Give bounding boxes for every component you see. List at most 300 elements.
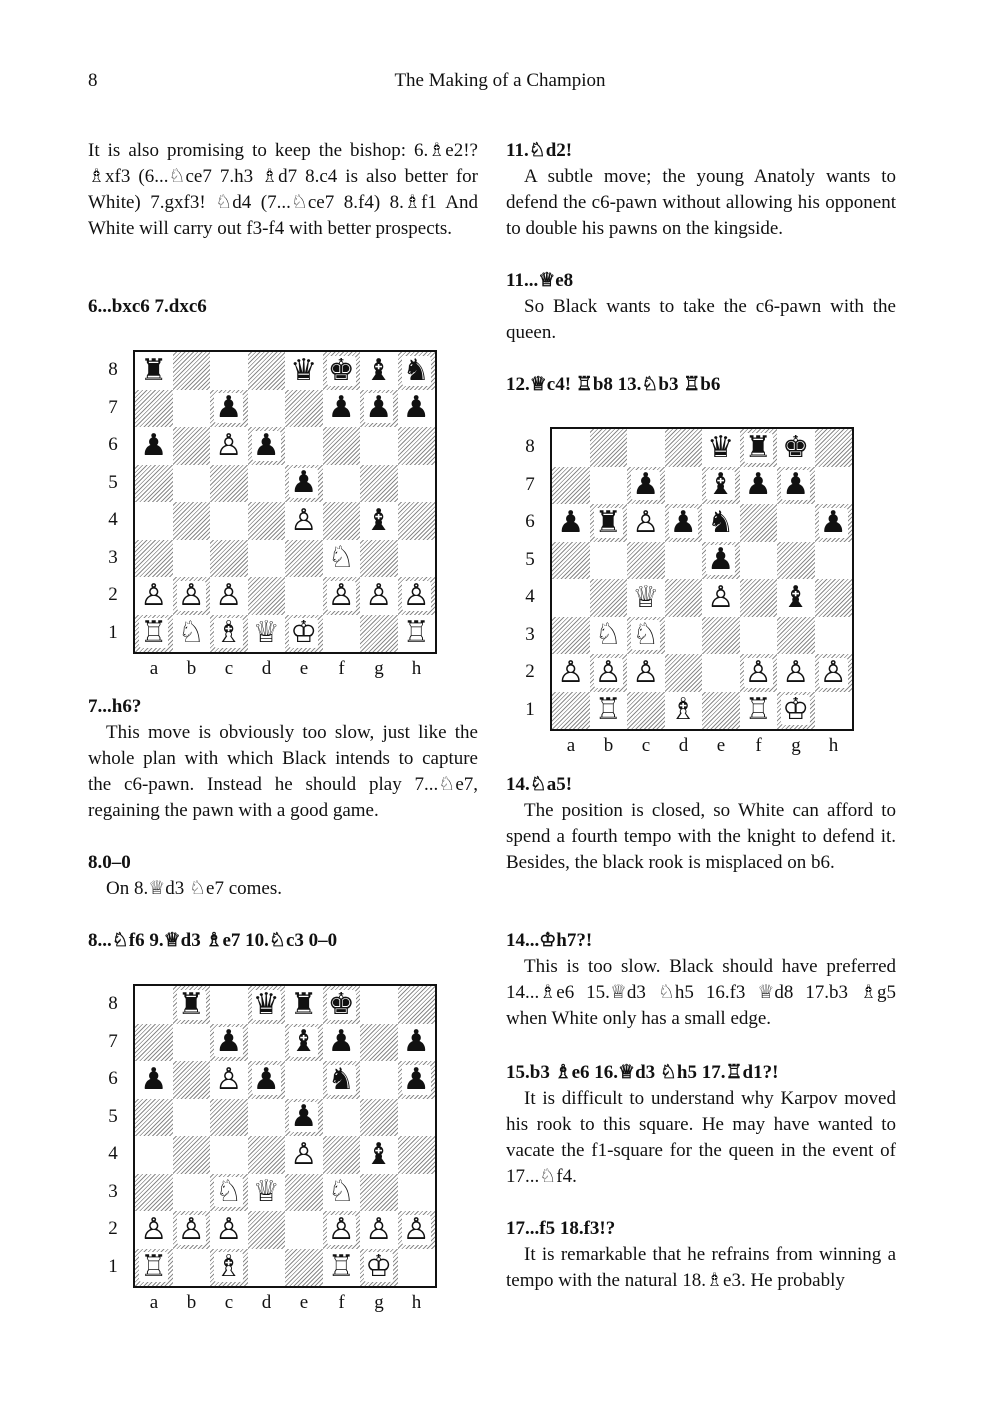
white-pawn-icon: ♙	[215, 1061, 243, 1097]
white-pawn-icon: ♙	[365, 1211, 393, 1247]
board-square	[135, 1136, 173, 1174]
black-bishop-icon: ♝	[365, 1136, 393, 1172]
board-square	[135, 577, 173, 615]
board-square	[740, 429, 778, 467]
board-square	[248, 1061, 286, 1099]
move-heading: 14.♘a5!	[506, 774, 573, 795]
rank-label: 1	[525, 698, 535, 720]
board-square	[285, 352, 323, 390]
board-square	[173, 1249, 211, 1287]
black-pawn-icon: ♟	[327, 390, 355, 426]
file-label: f	[338, 1292, 345, 1313]
board-square	[285, 1024, 323, 1062]
board-square	[552, 429, 590, 467]
white-pawn-icon: ♙	[707, 579, 735, 615]
board-square	[173, 502, 211, 540]
white-pawn-icon: ♙	[819, 654, 847, 690]
rank-label: 3	[108, 546, 118, 568]
board-square	[665, 617, 703, 655]
white-pawn-icon: ♙	[215, 1211, 243, 1247]
board-square	[210, 1136, 248, 1174]
board-square	[360, 1024, 398, 1062]
file-label: a	[149, 658, 159, 679]
black-pawn-icon: ♟	[290, 465, 318, 501]
board-square	[627, 429, 665, 467]
black-knight-icon: ♞	[402, 352, 430, 388]
black-pawn-icon: ♟	[215, 390, 243, 426]
white-pawn-icon: ♙	[632, 504, 660, 540]
black-pawn-icon: ♟	[290, 1099, 318, 1135]
black-rook-icon: ♜	[594, 504, 622, 540]
white-king-icon: ♔	[290, 615, 318, 651]
white-knight-icon: ♘	[215, 1174, 243, 1210]
board-square	[248, 1136, 286, 1174]
board-square	[135, 352, 173, 390]
board-square	[360, 1211, 398, 1249]
white-knight-icon: ♘	[594, 617, 622, 653]
board-square	[360, 540, 398, 578]
black-queen-icon: ♛	[707, 429, 735, 465]
black-knight-icon: ♞	[327, 1061, 355, 1097]
rank-label: 8	[108, 993, 118, 1014]
board-square	[360, 1249, 398, 1287]
board-square	[323, 615, 361, 653]
white-pawn-icon: ♙	[327, 577, 355, 613]
rank-label: 5	[525, 548, 535, 570]
board-square	[210, 540, 248, 578]
board-square	[398, 1061, 436, 1099]
board-square	[285, 540, 323, 578]
white-pawn-icon: ♙	[215, 427, 243, 463]
board-square	[590, 429, 628, 467]
board-square	[135, 1024, 173, 1062]
board-square	[627, 579, 665, 617]
file-label: e	[299, 1292, 309, 1313]
file-label: h	[411, 658, 422, 679]
board-square	[135, 1061, 173, 1099]
board-square	[248, 465, 286, 503]
white-queen-icon: ♕	[252, 1174, 280, 1210]
rank-label: 5	[108, 471, 118, 493]
move-heading: 8...♘f6 9.♕d3 ♗e7 10.♘c3 0–0	[88, 930, 338, 951]
white-bishop-icon: ♗	[215, 1249, 243, 1285]
file-label: b	[603, 735, 614, 756]
board-square	[210, 390, 248, 428]
board-square	[740, 617, 778, 655]
board-square	[248, 1211, 286, 1249]
board-square	[398, 615, 436, 653]
white-knight-icon: ♘	[177, 615, 205, 651]
move-heading: 7...h6?	[88, 696, 142, 717]
black-bishop-icon: ♝	[707, 467, 735, 503]
board-square	[210, 986, 248, 1024]
board-square	[590, 467, 628, 505]
chess-board	[550, 427, 854, 731]
paragraph: This move is obviously too slow, just like the whole plan with which Black intends to capture the c6-pawn. Instead he should play 7...♘e7, regaining the pawn with a good game.	[88, 722, 478, 821]
board-square	[248, 502, 286, 540]
board-square	[248, 986, 286, 1024]
board-square	[360, 1099, 398, 1137]
board-square	[360, 1061, 398, 1099]
board-square	[777, 654, 815, 692]
board-square	[590, 579, 628, 617]
file-label: g	[791, 735, 801, 756]
file-label: d	[261, 1292, 272, 1313]
board-square	[740, 579, 778, 617]
board-square	[323, 502, 361, 540]
board-square	[552, 579, 590, 617]
board-square	[777, 579, 815, 617]
board-square	[398, 427, 436, 465]
board-square	[777, 692, 815, 730]
board-square	[815, 579, 853, 617]
file-label: a	[149, 1292, 159, 1313]
board-square	[360, 465, 398, 503]
board-square	[702, 617, 740, 655]
rank-label: 8	[525, 436, 535, 457]
white-rook-icon: ♖	[140, 1249, 168, 1285]
board-square	[323, 540, 361, 578]
board-square	[398, 352, 436, 390]
board-square	[552, 542, 590, 580]
board-square	[173, 986, 211, 1024]
white-bishop-icon: ♗	[669, 692, 697, 728]
rank-label: 7	[108, 396, 118, 418]
file-label: f	[755, 735, 762, 756]
black-queen-icon: ♛	[252, 986, 280, 1022]
board-square	[815, 542, 853, 580]
board-square	[665, 467, 703, 505]
board-square	[248, 1249, 286, 1287]
board-square	[627, 692, 665, 730]
rank-label: 2	[108, 584, 118, 605]
board-square	[135, 1099, 173, 1137]
rank-label: 8	[108, 359, 118, 380]
white-pawn-icon: ♙	[557, 654, 585, 690]
white-pawn-icon: ♙	[290, 502, 318, 538]
paragraph: So Black wants to take the c6-pawn with the queen.	[506, 296, 896, 343]
board-square	[552, 504, 590, 542]
move-heading: 11...♕e8	[506, 270, 574, 291]
board-square	[590, 542, 628, 580]
board-square	[702, 579, 740, 617]
board-square	[323, 1099, 361, 1137]
black-rook-icon: ♜	[140, 352, 168, 388]
board-square	[210, 1249, 248, 1287]
white-king-icon: ♔	[782, 692, 810, 728]
white-pawn-icon: ♙	[327, 1211, 355, 1247]
board-square	[590, 654, 628, 692]
board-square	[135, 465, 173, 503]
page-number: 8	[88, 70, 98, 91]
move-heading: 14...♔h7?!	[506, 930, 593, 951]
black-pawn-icon: ♟	[402, 1024, 430, 1060]
file-label: c	[224, 658, 234, 679]
board-square	[702, 654, 740, 692]
rank-label: 7	[525, 473, 535, 495]
board-square	[815, 617, 853, 655]
board-square	[285, 390, 323, 428]
board-square	[398, 1174, 436, 1212]
paragraph: It is also promising to keep the bishop: 6.♗e2!? ♗xf3 (6...♘ce7 7.h3 ♗d7 8.c4 is also better for White) 7.gxf3! ♘d4 (7...♘ce7 8.f4) 8.♗f1 And White will carry out f3-f4 with better prospects.	[88, 140, 478, 239]
board-square	[323, 1174, 361, 1212]
file-label: e	[299, 658, 309, 679]
board-square	[815, 467, 853, 505]
board-square	[702, 504, 740, 542]
running-title: The Making of a Champion	[394, 70, 606, 91]
white-pawn-icon: ♙	[290, 1136, 318, 1172]
rank-label: 7	[108, 1030, 118, 1052]
board-square	[285, 1099, 323, 1137]
board-square	[360, 502, 398, 540]
board-square	[248, 390, 286, 428]
file-label: b	[186, 1292, 197, 1313]
paragraph: It is remarkable that he refrains from winning a tempo with the natural 18.♗e3. He probably	[506, 1244, 896, 1291]
board-square	[248, 1024, 286, 1062]
file-label: f	[338, 658, 345, 679]
rank-label: 4	[108, 1143, 118, 1164]
white-pawn-icon: ♙	[782, 654, 810, 690]
white-rook-icon: ♖	[744, 692, 772, 728]
board-square	[210, 1211, 248, 1249]
board-square	[285, 615, 323, 653]
file-label: d	[678, 735, 689, 756]
rank-label: 4	[108, 509, 118, 530]
move-heading: 8.0–0	[88, 852, 131, 873]
board-square	[360, 986, 398, 1024]
board-square	[627, 504, 665, 542]
board-square	[248, 352, 286, 390]
paragraph: This is too slow. Black should have preferred 14...♗e6 15.♕d3 ♘h5 16.f3 ♕d8 17.b3 ♗g5 when White only has a small edge.	[506, 956, 896, 1029]
rank-label: 2	[108, 1218, 118, 1239]
board-square	[590, 692, 628, 730]
board-square	[398, 1136, 436, 1174]
board-square	[173, 1136, 211, 1174]
black-king-icon: ♚	[327, 352, 355, 388]
black-pawn-icon: ♟	[140, 1061, 168, 1097]
board-square	[627, 654, 665, 692]
file-label: g	[374, 658, 384, 679]
white-knight-icon: ♘	[327, 1174, 355, 1210]
board-square	[210, 427, 248, 465]
black-bishop-icon: ♝	[365, 502, 393, 538]
board-square	[135, 615, 173, 653]
board-square	[590, 504, 628, 542]
white-knight-icon: ♘	[327, 540, 355, 576]
white-rook-icon: ♖	[402, 615, 430, 651]
board-square	[552, 467, 590, 505]
white-pawn-icon: ♙	[365, 577, 393, 613]
file-label: e	[716, 735, 726, 756]
board-square	[210, 1061, 248, 1099]
white-pawn-icon: ♙	[140, 577, 168, 613]
board-square	[740, 467, 778, 505]
board-square	[665, 504, 703, 542]
board-square	[323, 1211, 361, 1249]
paragraph: It is difficult to understand why Karpov moved his rook to this square. He may have wanted to vacate the f1-square for the queen in the event of 17...♘f4.	[506, 1088, 896, 1187]
black-pawn-icon: ♟	[365, 390, 393, 426]
black-pawn-icon: ♟	[707, 542, 735, 578]
black-pawn-icon: ♟	[402, 390, 430, 426]
black-pawn-icon: ♟	[744, 467, 772, 503]
rank-label: 1	[108, 1255, 118, 1277]
board-square	[552, 692, 590, 730]
board-square	[590, 617, 628, 655]
black-king-icon: ♚	[782, 429, 810, 465]
board-square	[173, 465, 211, 503]
paragraph: A subtle move; the young Anatoly wants to defend the c6-pawn without allowing his opponent to double his pawns on the kingside.	[506, 166, 896, 239]
board-square	[815, 692, 853, 730]
black-rook-icon: ♜	[177, 986, 205, 1022]
board-square	[398, 1024, 436, 1062]
board-square	[135, 1174, 173, 1212]
board-square	[173, 390, 211, 428]
board-square	[173, 1061, 211, 1099]
board-square	[360, 1174, 398, 1212]
move-heading: 11.♘d2!	[506, 140, 573, 161]
board-square	[398, 465, 436, 503]
board-square	[210, 465, 248, 503]
right-column	[506, 0, 896, 1412]
black-bishop-icon: ♝	[290, 1024, 318, 1060]
black-queen-icon: ♛	[290, 352, 318, 388]
board-square	[173, 615, 211, 653]
board-square	[398, 1211, 436, 1249]
board-square	[777, 504, 815, 542]
board-square	[135, 427, 173, 465]
black-pawn-icon: ♟	[327, 1024, 355, 1060]
board-square	[248, 427, 286, 465]
board-square	[323, 1024, 361, 1062]
board-square	[398, 390, 436, 428]
board-square	[360, 427, 398, 465]
board-square	[285, 1061, 323, 1099]
white-pawn-icon: ♙	[177, 577, 205, 613]
board-square	[135, 1211, 173, 1249]
chess-board	[133, 350, 437, 654]
board-square	[323, 1061, 361, 1099]
rank-label: 6	[108, 434, 118, 455]
white-pawn-icon: ♙	[744, 654, 772, 690]
white-bishop-icon: ♗	[215, 615, 243, 651]
board-square	[398, 1249, 436, 1287]
board-square	[323, 986, 361, 1024]
board-square	[173, 577, 211, 615]
board-square	[173, 1174, 211, 1212]
board-square	[135, 540, 173, 578]
board-square	[360, 615, 398, 653]
board-square	[398, 577, 436, 615]
board-square	[740, 654, 778, 692]
paragraph: On 8.♕d3 ♘e7 comes.	[106, 878, 283, 899]
file-label: d	[261, 658, 272, 679]
board-square	[777, 429, 815, 467]
board-square	[740, 504, 778, 542]
board-square	[210, 502, 248, 540]
board-square	[702, 542, 740, 580]
board-square	[285, 465, 323, 503]
board-square	[552, 617, 590, 655]
rank-label: 1	[108, 621, 118, 643]
white-pawn-icon: ♙	[594, 654, 622, 690]
board-square	[285, 986, 323, 1024]
paragraph: The position is closed, so White can afford to spend a fourth tempo with the knight to defend it. Besides, the black rook is misplaced on b6.	[506, 800, 896, 873]
board-square	[248, 1099, 286, 1137]
board-square	[702, 429, 740, 467]
move-heading: 15.b3 ♗e6 16.♕d3 ♘h5 17.♖d1?!	[506, 1062, 779, 1083]
file-label: a	[566, 735, 576, 756]
black-pawn-icon: ♟	[782, 467, 810, 503]
white-pawn-icon: ♙	[140, 1211, 168, 1247]
board-square	[665, 429, 703, 467]
rank-label: 6	[525, 511, 535, 532]
black-pawn-icon: ♟	[140, 427, 168, 463]
board-square	[248, 577, 286, 615]
board-square	[210, 1174, 248, 1212]
black-bishop-icon: ♝	[365, 352, 393, 388]
board-square	[210, 352, 248, 390]
rank-label: 3	[108, 1180, 118, 1202]
board-square	[552, 654, 590, 692]
file-label: b	[186, 658, 197, 679]
board-square	[815, 429, 853, 467]
rank-label: 6	[108, 1068, 118, 1089]
board-square	[360, 352, 398, 390]
white-king-icon: ♔	[365, 1249, 393, 1285]
board-square	[398, 1099, 436, 1137]
board-square	[285, 1174, 323, 1212]
white-pawn-icon: ♙	[402, 577, 430, 613]
board-square	[323, 577, 361, 615]
board-square	[740, 692, 778, 730]
board-square	[323, 352, 361, 390]
board-square	[777, 617, 815, 655]
board-square	[360, 577, 398, 615]
board-square	[210, 1024, 248, 1062]
board-square	[248, 615, 286, 653]
board-square	[665, 542, 703, 580]
file-label: c	[641, 735, 651, 756]
board-square	[360, 390, 398, 428]
board-square	[398, 986, 436, 1024]
board-square	[323, 1136, 361, 1174]
board-square	[285, 577, 323, 615]
board-square	[135, 502, 173, 540]
board-square	[323, 465, 361, 503]
file-label: c	[224, 1292, 234, 1313]
board-square	[285, 502, 323, 540]
board-square	[665, 692, 703, 730]
white-pawn-icon: ♙	[632, 654, 660, 690]
left-column	[88, 0, 478, 1412]
board-square	[173, 1024, 211, 1062]
board-square	[173, 352, 211, 390]
white-pawn-icon: ♙	[402, 1211, 430, 1247]
board-square	[210, 577, 248, 615]
board-square	[173, 427, 211, 465]
move-heading: 6...bxc6 7.dxc6	[88, 296, 207, 317]
board-square	[360, 1136, 398, 1174]
white-knight-icon: ♘	[632, 617, 660, 653]
chess-board	[133, 984, 437, 1288]
move-heading: 12.♕c4! ♖b8 13.♘b3 ♖b6	[506, 374, 721, 395]
board-square	[173, 1211, 211, 1249]
board-square	[285, 427, 323, 465]
board-square	[135, 986, 173, 1024]
board-square	[740, 542, 778, 580]
black-pawn-icon: ♟	[252, 1061, 280, 1097]
board-square	[173, 540, 211, 578]
